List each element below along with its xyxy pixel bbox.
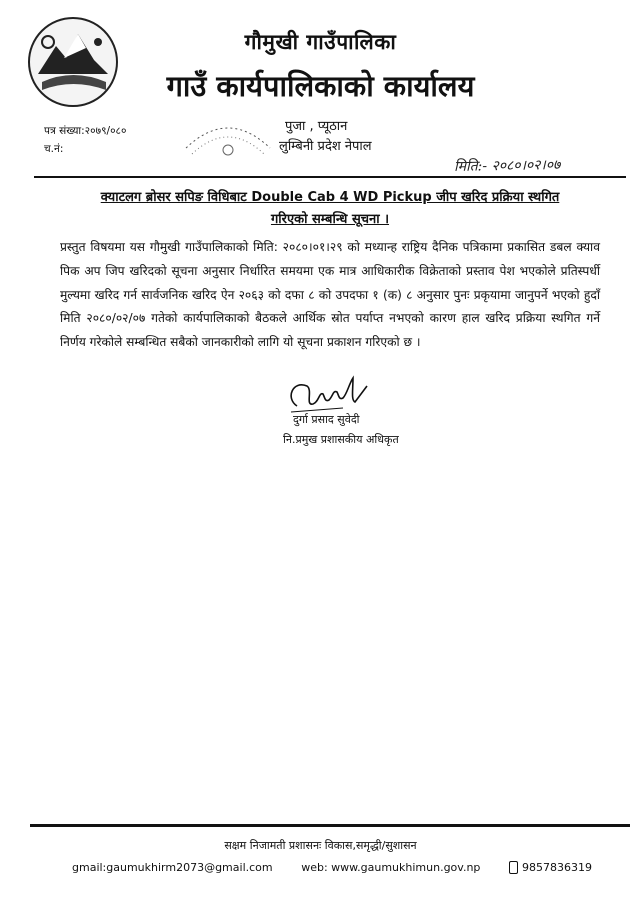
letter-number: पत्र संख्या:२०७९/०८० [44, 125, 127, 137]
office-stamp-icon [178, 108, 278, 164]
office-name: गौमुखी गाउँपालिका [244, 30, 397, 54]
footer-email[interactable]: gmail:gaumukhirm2073@gmail.com [72, 861, 273, 874]
footer-web[interactable]: web: www.gaumukhimun.gov.np [301, 861, 481, 874]
office-title: गाउँ कार्यपालिकाको कार्यालय [166, 69, 475, 103]
subject-line-1: क्याटलग ब्रोसर सपिङ विधिबाट Double Cab 4 WD Pickup जीप खरिद प्रक्रिया स्थगित [100, 190, 560, 205]
footer-contacts [72, 861, 592, 874]
address-line-2: लुम्बिनी प्रदेश नेपाल [279, 139, 372, 154]
signatory-name: दुर्गा प्रसाद सुवेदी [293, 413, 360, 426]
dispatch-number: च.नं: [44, 143, 64, 155]
signatory-designation: नि.प्रमुख प्रशासकीय अधिकृत [283, 433, 399, 446]
phone-icon [509, 861, 518, 874]
address-line-1: पुजा , प्यूठान [285, 119, 348, 134]
footer-divider [30, 824, 630, 827]
phone-number: 9857836319 [522, 861, 592, 874]
footer-motto: सक्षम निजामती प्रशासनः विकास,समृद्धी/सुशासन [224, 839, 417, 852]
subject [50, 187, 610, 231]
subject-line-2: गरिएको सम्बन्धि सूचना । [270, 212, 390, 227]
body-paragraph: प्रस्तुत विषयमा यस गौमुखी गाउँपालिकाको मिति: २०८०।०१।२९ को मध्यान्ह राष्ट्रिय दैनिक पत्रिकामा प्रकासित डबल क्याव पिक अप जिप खरिदको सूचना अनुसार निर्धारित समयमा एक मात्र आधिकारीक विक्रेताको प्रस्ताव पेश भएकोले प्रतिस्पर्धी मुल्यमा खरिद गर्न सार्वजनिक खरिद ऐन २०६३ को दफा ८ को उपदफा १ (क) ८ अनुसार पुनः प्रकृयामा जानुपर्ने भएको हुदाँ मिति २०८०/०२/०७ गतेको कार्यपालिकाको बैठकले आर्थिक स्रोत पर्याप्त नभएको कारण हाल खरिद प्रक्रिया स्थगित गर्ने निर्णय गरेकोले सम्बन्धित सबैको जानकारीको लागि यो सूचना प्रकाशन गरिएको छ । [60, 240, 600, 350]
footer-phone [509, 861, 592, 874]
header-divider [34, 176, 626, 178]
issue-date: मिति:- २०८०।०२।०७ [453, 157, 561, 175]
